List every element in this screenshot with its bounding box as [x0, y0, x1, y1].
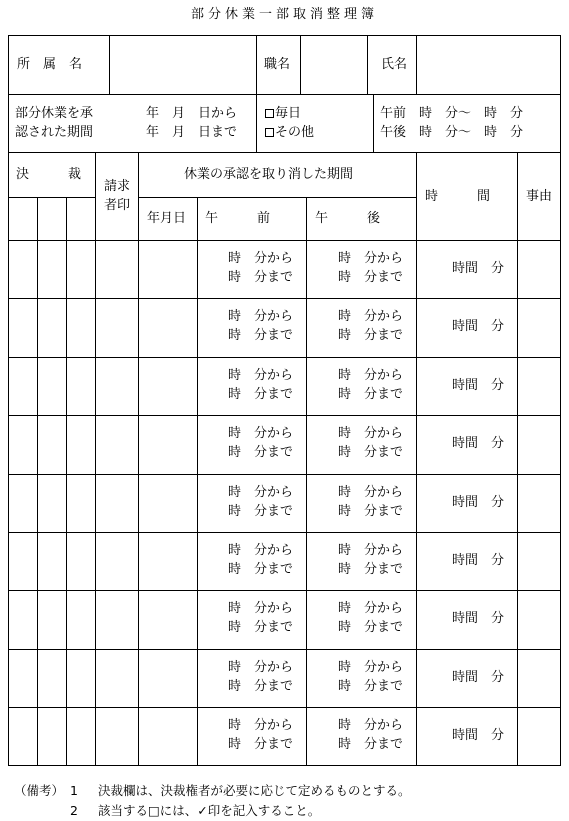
hours-text: 時間 分: [452, 378, 505, 393]
am-column-label: 午 前: [205, 211, 271, 226]
pm-from-text: 時 分から: [338, 426, 404, 441]
job-title-label: 職名: [264, 57, 291, 72]
am-to-text: 時 分まで: [228, 679, 294, 694]
note-number: 2: [70, 803, 78, 818]
pm-period-text: 午後 時 分～ 時 分: [380, 125, 524, 140]
checkbox-icon[interactable]: [265, 128, 274, 137]
name-label: 氏名: [381, 57, 408, 72]
hours-text: 時間 分: [452, 611, 505, 626]
pm-to-text: 時 分まで: [338, 328, 404, 343]
pm-from-text: 時 分から: [338, 368, 404, 383]
am-to-text: 時 分まで: [228, 270, 294, 285]
hours-column-label: 時 間: [425, 189, 491, 204]
pm-from-text: 時 分から: [338, 309, 404, 324]
am-to-text: 時 分まで: [228, 620, 294, 635]
notes: [14, 781, 411, 821]
am-from-text: 時 分から: [228, 543, 294, 558]
am-to-text: 時 分まで: [228, 328, 294, 343]
period-to-text: 年 月 日まで: [146, 125, 238, 140]
reason-column-label: 事由: [526, 189, 553, 204]
date-column-label: 年月日: [147, 211, 187, 226]
pm-to-text: 時 分まで: [338, 737, 404, 752]
pm-to-text: 時 分まで: [338, 620, 404, 635]
am-to-text: 時 分まで: [228, 387, 294, 402]
am-to-text: 時 分まで: [228, 445, 294, 460]
am-from-text: 時 分から: [228, 368, 294, 383]
pm-to-text: 時 分まで: [338, 504, 404, 519]
note-number: 1: [70, 783, 78, 798]
cancelled-period-label: 休業の承認を取り消した期間: [184, 167, 354, 182]
pm-from-text: 時 分から: [338, 251, 404, 266]
note-text: 該当する□には、✓印を記入すること。: [98, 803, 321, 818]
am-from-text: 時 分から: [228, 660, 294, 675]
hours-text: 時間 分: [452, 319, 505, 334]
pm-to-text: 時 分まで: [338, 445, 404, 460]
hours-text: 時間 分: [452, 728, 505, 743]
affiliation-label: 所 属 名: [17, 57, 83, 72]
am-to-text: 時 分まで: [228, 562, 294, 577]
am-to-text: 時 分まで: [228, 737, 294, 752]
requester-seal-line2: 者印: [104, 198, 131, 213]
pm-from-text: 時 分から: [338, 543, 404, 558]
pm-to-text: 時 分まで: [338, 387, 404, 402]
hours-text: 時間 分: [452, 436, 505, 451]
checkbox-icon[interactable]: [265, 109, 274, 118]
am-from-text: 時 分から: [228, 485, 294, 500]
am-from-text: 時 分から: [228, 601, 294, 616]
hours-text: 時間 分: [452, 553, 505, 568]
pm-from-text: 時 分から: [338, 660, 404, 675]
pm-to-text: 時 分まで: [338, 562, 404, 577]
period-label-line1: 部分休業を承: [15, 106, 94, 121]
hours-text: 時間 分: [452, 261, 505, 276]
notes-prefix: （備考）: [14, 783, 65, 798]
daily-option[interactable]: [265, 105, 301, 123]
am-from-text: 時 分から: [228, 426, 294, 441]
am-to-text: 時 分まで: [228, 504, 294, 519]
note-text: 決裁欄は、決裁権者が必要に応じて定めるものとする。: [98, 783, 411, 798]
am-from-text: 時 分から: [228, 309, 294, 324]
other-option[interactable]: [265, 124, 314, 142]
pm-from-text: 時 分から: [338, 601, 404, 616]
pm-column-label: 午 後: [315, 211, 381, 226]
pm-from-text: 時 分から: [338, 485, 404, 500]
other-option-label: その他: [275, 125, 315, 140]
am-from-text: 時 分から: [228, 251, 294, 266]
pm-to-text: 時 分まで: [338, 679, 404, 694]
pm-from-text: 時 分から: [338, 718, 404, 733]
period-label-line2: 認された期間: [15, 125, 94, 140]
requester-seal-line1: 請求: [104, 179, 131, 194]
hours-text: 時間 分: [452, 670, 505, 685]
pm-to-text: 時 分まで: [338, 270, 404, 285]
am-from-text: 時 分から: [228, 718, 294, 733]
note-item: [14, 801, 411, 821]
am-period-text: 午前 時 分～ 時 分: [380, 106, 524, 121]
note-item: [14, 781, 411, 801]
form-title: 部分休業一部取消整理簿: [190, 7, 378, 22]
daily-option-label: 毎日: [275, 106, 302, 121]
period-from-text: 年 月 日から: [146, 106, 238, 121]
hours-text: 時間 分: [452, 495, 505, 510]
approval-label: 決 裁: [16, 167, 82, 182]
